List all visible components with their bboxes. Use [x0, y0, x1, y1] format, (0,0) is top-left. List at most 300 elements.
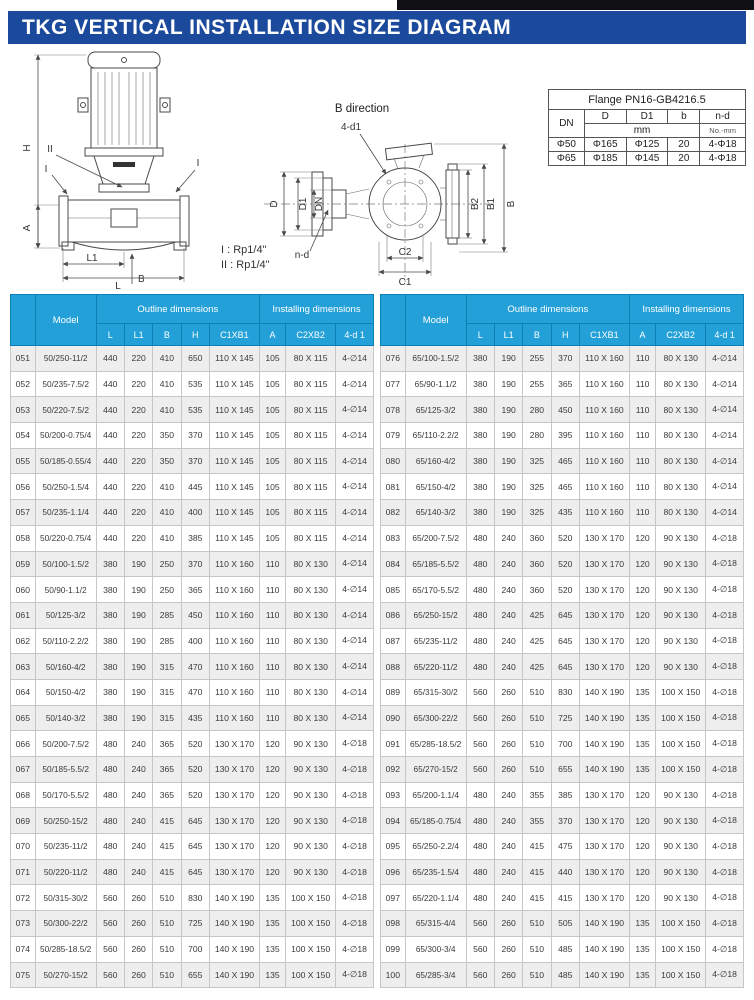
cell: 240 — [494, 602, 522, 628]
cell: 240 — [124, 859, 152, 885]
cell: 255 — [523, 371, 551, 397]
cell: 110 — [629, 397, 655, 423]
cell: 069 — [11, 808, 36, 834]
cell: 089 — [381, 679, 406, 705]
cell: 65/315-4/4 — [405, 911, 466, 937]
cell: 65/185-0.75/4 — [405, 808, 466, 834]
dim-label-h: H — [22, 144, 33, 152]
cell: 084 — [381, 551, 406, 577]
header-c1xb1: C1XB1 — [579, 324, 629, 346]
cell: 20 — [668, 138, 700, 152]
cell: 510 — [523, 705, 551, 731]
size-table-right-body — [381, 346, 744, 988]
cell: 120 — [629, 577, 655, 603]
cell: 50/200-7.5/2 — [35, 731, 96, 757]
cell: 65/125-3/2 — [405, 397, 466, 423]
cell: 4-Φ18 — [700, 138, 746, 152]
cell: 135 — [629, 911, 655, 937]
header-l1: L1 — [124, 324, 152, 346]
cell: 415 — [551, 885, 579, 911]
cell: 440 — [96, 525, 124, 551]
cell: 105 — [259, 474, 285, 500]
cell: 095 — [381, 834, 406, 860]
cell: 240 — [124, 808, 152, 834]
cell: 220 — [124, 500, 152, 526]
cell: 365 — [181, 577, 209, 603]
header-b: B — [523, 324, 551, 346]
cell: 50/160-4/2 — [35, 654, 96, 680]
cell: 410 — [153, 525, 181, 551]
cell: 135 — [629, 705, 655, 731]
cell: 80 X 130 — [286, 705, 336, 731]
cell: 190 — [494, 371, 522, 397]
cell: 80 X 130 — [656, 423, 706, 449]
cell: 90 X 130 — [286, 782, 336, 808]
cell: 285 — [153, 628, 181, 654]
cell: 240 — [124, 731, 152, 757]
cell: 255 — [523, 346, 551, 372]
bolt-hole — [387, 224, 391, 228]
table-row — [381, 628, 744, 654]
cell: 415 — [523, 859, 551, 885]
cell: 480 — [96, 834, 124, 860]
cell: 110 X 160 — [579, 500, 629, 526]
motor-body — [91, 68, 157, 148]
cell: 80 X 130 — [656, 474, 706, 500]
table-row — [11, 448, 374, 474]
cell: 65/315-30/2 — [405, 679, 466, 705]
motor-fins — [98, 72, 150, 145]
cell: 360 — [523, 525, 551, 551]
cell: 096 — [381, 859, 406, 885]
cell: 140 X 190 — [209, 911, 259, 937]
header-l: L — [466, 324, 494, 346]
cell: 260 — [124, 911, 152, 937]
table-row — [11, 885, 374, 911]
cell: 4-∅18 — [706, 808, 744, 834]
dim-label-l1: L1 — [86, 253, 98, 264]
cell: 220 — [124, 474, 152, 500]
cell: 80 X 130 — [286, 628, 336, 654]
cell: 440 — [96, 397, 124, 423]
cell: 380 — [466, 371, 494, 397]
dim-label-b-depth: B — [506, 200, 517, 208]
cell: 130 X 170 — [209, 808, 259, 834]
cell: 480 — [96, 859, 124, 885]
cell: 4-∅18 — [336, 859, 374, 885]
cell: 4-∅18 — [706, 602, 744, 628]
cell: 068 — [11, 782, 36, 808]
cell: 80 X 115 — [286, 500, 336, 526]
cell: 100 — [381, 962, 406, 988]
cell: 4-∅18 — [336, 757, 374, 783]
cell: 50/185-0.55/4 — [35, 448, 96, 474]
cell: 65/185-5.5/2 — [405, 551, 466, 577]
page-title: TKG VERTICAL INSTALLATION SIZE DIAGRAM — [22, 15, 512, 39]
header-corner — [381, 295, 406, 346]
cell: 480 — [466, 834, 494, 860]
cell: 097 — [381, 885, 406, 911]
cell: 90 X 130 — [656, 654, 706, 680]
cell: 4-∅18 — [706, 679, 744, 705]
cell: 370 — [551, 808, 579, 834]
cell: 50/270-15/2 — [35, 962, 96, 988]
cell: 4-∅14 — [336, 654, 374, 680]
cell: 4-∅14 — [336, 628, 374, 654]
cell: 285 — [153, 602, 181, 628]
cell: 099 — [381, 936, 406, 962]
cell: 053 — [11, 397, 36, 423]
cell: 105 — [259, 346, 285, 372]
cell: 650 — [181, 346, 209, 372]
cell: 100 X 150 — [656, 936, 706, 962]
cell: 110 — [629, 346, 655, 372]
cell: 65/235-11/2 — [405, 628, 466, 654]
cell: 50/90-1.1/2 — [35, 577, 96, 603]
cell: 380 — [96, 628, 124, 654]
cell: 120 — [629, 859, 655, 885]
cell: 370 — [181, 423, 209, 449]
cell: 100 X 150 — [656, 911, 706, 937]
table-row — [381, 371, 744, 397]
leader-line-ii — [56, 155, 122, 187]
cell: 100 X 150 — [286, 911, 336, 937]
leader-line-i-right — [176, 170, 195, 192]
pump-front-view-svg — [12, 46, 256, 292]
cell: 4-∅18 — [706, 834, 744, 860]
cell: 120 — [259, 859, 285, 885]
cell: 435 — [181, 705, 209, 731]
cell: 65/100-1.5/2 — [405, 346, 466, 372]
cell: 140 X 190 — [579, 936, 629, 962]
cell: 90 X 130 — [656, 834, 706, 860]
cell: 140 X 190 — [579, 962, 629, 988]
cell: 380 — [96, 654, 124, 680]
cell: 440 — [96, 448, 124, 474]
cell: 380 — [466, 474, 494, 500]
cell: 50/200-0.75/4 — [35, 423, 96, 449]
cell: 90 X 130 — [286, 808, 336, 834]
cell: 4-∅18 — [706, 705, 744, 731]
cell: 480 — [466, 859, 494, 885]
cell: 240 — [494, 551, 522, 577]
cell: 4-∅14 — [706, 346, 744, 372]
table-row — [381, 808, 744, 834]
neck-line — [346, 189, 369, 194]
cell: 380 — [466, 448, 494, 474]
cell: 645 — [181, 808, 209, 834]
table-row — [381, 397, 744, 423]
cell: 110 X 160 — [579, 397, 629, 423]
cell: 90 X 130 — [286, 757, 336, 783]
cell: 110 X 160 — [579, 448, 629, 474]
cell: 520 — [551, 577, 579, 603]
cell: 100 X 150 — [656, 705, 706, 731]
cell: 505 — [551, 911, 579, 937]
cell: 4-∅14 — [336, 577, 374, 603]
table-row — [11, 962, 374, 988]
cell: 063 — [11, 654, 36, 680]
cell: 260 — [494, 705, 522, 731]
cell: 365 — [551, 371, 579, 397]
cell: 135 — [629, 936, 655, 962]
cell: 105 — [259, 448, 285, 474]
size-table-head — [381, 295, 744, 346]
cell: 90 X 130 — [656, 859, 706, 885]
flange-col-b: b — [668, 110, 700, 124]
cell: 130 X 170 — [579, 577, 629, 603]
cell: 260 — [124, 936, 152, 962]
volute-body — [68, 200, 180, 242]
cell: 50/250-1.5/4 — [35, 474, 96, 500]
size-table-left-body — [11, 346, 374, 988]
table-row — [381, 731, 744, 757]
cell: 415 — [153, 834, 181, 860]
dim-label-c2: C2 — [398, 247, 412, 258]
table-row — [11, 834, 374, 860]
header-installing-group: Installing dimensions — [259, 295, 373, 324]
cell: 059 — [11, 551, 36, 577]
cell: 65/170-5.5/2 — [405, 577, 466, 603]
table-row — [549, 90, 746, 110]
cell: 260 — [124, 962, 152, 988]
cell: 385 — [551, 782, 579, 808]
cell: Φ65 — [549, 152, 585, 166]
size-table-left — [10, 294, 374, 988]
cell: 240 — [494, 577, 522, 603]
cell: 4-∅14 — [706, 500, 744, 526]
cell: 130 X 170 — [579, 654, 629, 680]
dim-label-b2: B2 — [470, 197, 481, 211]
discharge-stub — [385, 143, 432, 160]
cell: 50/250-15/2 — [35, 808, 96, 834]
cell: 4-∅18 — [706, 936, 744, 962]
table-row — [11, 654, 374, 680]
table-row — [381, 448, 744, 474]
cell: 130 X 170 — [579, 885, 629, 911]
cell: 50/170-5.5/2 — [35, 782, 96, 808]
cell: 240 — [494, 782, 522, 808]
cell: 480 — [466, 602, 494, 628]
cell: 80 X 130 — [286, 679, 336, 705]
cell: 120 — [629, 525, 655, 551]
table-row — [381, 525, 744, 551]
cell: 560 — [466, 911, 494, 937]
table-row — [11, 500, 374, 526]
cell: 130 X 170 — [579, 859, 629, 885]
b-direction-title: B direction — [334, 103, 390, 115]
cell: 110 — [629, 448, 655, 474]
port-label-ii: II — [47, 144, 53, 155]
table-row — [381, 551, 744, 577]
flange-table-body — [549, 138, 746, 166]
cell: 700 — [181, 936, 209, 962]
cell: 240 — [494, 654, 522, 680]
cell: 65/250-2.2/4 — [405, 834, 466, 860]
cell: 190 — [124, 602, 152, 628]
b-direction-drawing — [256, 86, 546, 290]
cell: 4-∅14 — [706, 474, 744, 500]
cell: 65/200-1.1/4 — [405, 782, 466, 808]
cell: 135 — [259, 911, 285, 937]
header-h: H — [551, 324, 579, 346]
cell: 120 — [629, 808, 655, 834]
cell: 240 — [494, 525, 522, 551]
cell: 110 X 145 — [209, 397, 259, 423]
cell: 50/140-3/2 — [35, 705, 96, 731]
size-tables — [10, 294, 744, 988]
cell: 380 — [96, 705, 124, 731]
cell: 380 — [96, 577, 124, 603]
cell: 65/235-1.5/4 — [405, 859, 466, 885]
cell: 051 — [11, 346, 36, 372]
cell: 190 — [124, 679, 152, 705]
cell: 520 — [551, 551, 579, 577]
cell: 4-∅14 — [336, 525, 374, 551]
port-note-2: II : Rp1/4" — [221, 259, 270, 271]
cell: 4-∅14 — [336, 397, 374, 423]
cell: 110 X 160 — [579, 474, 629, 500]
cell: 480 — [466, 654, 494, 680]
cell: 480 — [96, 731, 124, 757]
cell: 440 — [96, 346, 124, 372]
cell: 50/285-18.5/2 — [35, 936, 96, 962]
cell: 700 — [551, 731, 579, 757]
cell: 4-∅18 — [336, 808, 374, 834]
cell: 135 — [629, 757, 655, 783]
cell: 365 — [153, 782, 181, 808]
cell: 65/300-22/2 — [405, 705, 466, 731]
cell: 425 — [523, 654, 551, 680]
cell: 4-∅18 — [336, 885, 374, 911]
cell: 110 X 145 — [209, 448, 259, 474]
table-row — [381, 782, 744, 808]
table-row — [381, 346, 744, 372]
cell: 380 — [96, 602, 124, 628]
cell: 130 X 170 — [579, 808, 629, 834]
cell: 65/160-4/2 — [405, 448, 466, 474]
cell: 415 — [153, 808, 181, 834]
cell: 052 — [11, 371, 36, 397]
cell: 4-∅18 — [336, 782, 374, 808]
header-outline-group: Outline dimensions — [466, 295, 629, 324]
cell: 190 — [494, 474, 522, 500]
cell: 315 — [153, 654, 181, 680]
cell: 4-∅14 — [706, 448, 744, 474]
stub-line — [394, 158, 398, 169]
cell: 110 X 145 — [209, 525, 259, 551]
cell: 080 — [381, 448, 406, 474]
cell: 350 — [153, 423, 181, 449]
cell: 50/125-3/2 — [35, 602, 96, 628]
cell: 110 X 160 — [579, 423, 629, 449]
cell: 90 X 130 — [656, 628, 706, 654]
flange-col-nd: n-d — [700, 110, 746, 124]
cell: 4-∅18 — [706, 885, 744, 911]
cell: 725 — [181, 911, 209, 937]
cell: 450 — [551, 397, 579, 423]
cell: 260 — [494, 757, 522, 783]
cell: 560 — [466, 757, 494, 783]
cell: 4-∅18 — [706, 654, 744, 680]
cell: 4-∅18 — [336, 911, 374, 937]
cell: 4-∅18 — [336, 834, 374, 860]
cell: 520 — [181, 731, 209, 757]
cell: 90 X 130 — [656, 885, 706, 911]
cell: 098 — [381, 911, 406, 937]
cell: 260 — [494, 731, 522, 757]
cell: 110 X 145 — [209, 500, 259, 526]
cell: 078 — [381, 397, 406, 423]
cell: 90 X 130 — [656, 808, 706, 834]
cell: 190 — [494, 500, 522, 526]
cell: 074 — [11, 936, 36, 962]
cell: 50/235-11/2 — [35, 834, 96, 860]
table-row — [11, 397, 374, 423]
cell: 120 — [629, 654, 655, 680]
table-row — [381, 679, 744, 705]
cell: 110 X 145 — [209, 474, 259, 500]
cell: 093 — [381, 782, 406, 808]
cell: 365 — [153, 757, 181, 783]
cell: 645 — [551, 602, 579, 628]
flange-col-d: D — [584, 110, 626, 124]
cell: 90 X 130 — [656, 782, 706, 808]
cell: 410 — [153, 397, 181, 423]
cell: 135 — [259, 962, 285, 988]
dim-label-b1: B1 — [486, 197, 497, 211]
cell: 110 — [629, 474, 655, 500]
header-row — [11, 295, 374, 324]
motor-lug-hole-right — [163, 103, 168, 108]
header-a: A — [629, 324, 655, 346]
cell: 4-∅18 — [706, 628, 744, 654]
cell: 385 — [181, 525, 209, 551]
cell: 100 X 150 — [656, 757, 706, 783]
cell: 415 — [153, 859, 181, 885]
cell: 560 — [96, 885, 124, 911]
table-row — [381, 885, 744, 911]
cell: 120 — [629, 885, 655, 911]
cell: 076 — [381, 346, 406, 372]
cell: 140 X 190 — [579, 911, 629, 937]
motor-lug-hole-left — [81, 103, 86, 108]
cell: 064 — [11, 679, 36, 705]
cell: 65/270-15/2 — [405, 757, 466, 783]
cell: 65/110-2.2/2 — [405, 423, 466, 449]
cell: 100 X 150 — [286, 962, 336, 988]
cell: 070 — [11, 834, 36, 860]
cell: 083 — [381, 525, 406, 551]
header-l1: L1 — [494, 324, 522, 346]
cell: Φ165 — [584, 138, 626, 152]
cell: 4-∅14 — [336, 448, 374, 474]
cell: 480 — [96, 808, 124, 834]
cell: 80 X 130 — [286, 602, 336, 628]
cell: 380 — [96, 679, 124, 705]
bolt-hole — [419, 224, 423, 228]
flange-col-dn: DN — [549, 110, 585, 138]
cell: 082 — [381, 500, 406, 526]
cell: 510 — [523, 757, 551, 783]
motor-eyebolt — [122, 58, 127, 63]
cell: 4-∅18 — [706, 859, 744, 885]
cell: 4-∅14 — [336, 602, 374, 628]
cell: Φ145 — [626, 152, 668, 166]
cell: 90 X 130 — [286, 731, 336, 757]
table-row — [11, 474, 374, 500]
cell: 315 — [153, 705, 181, 731]
